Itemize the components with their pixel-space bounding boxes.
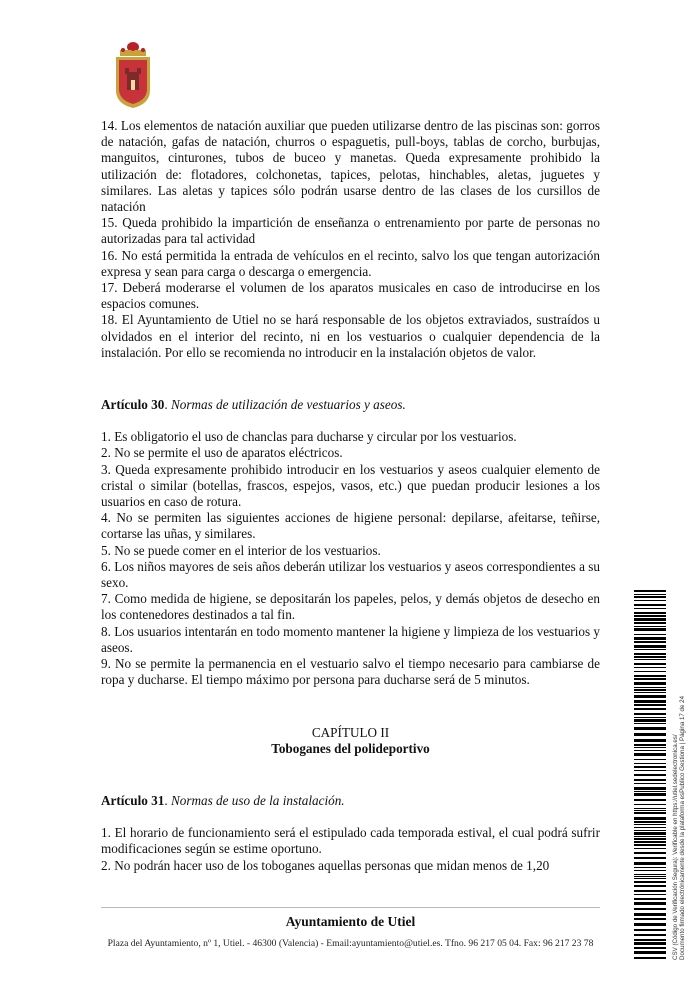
footer-divider [101, 907, 600, 908]
article-title: Normas de utilización de vestuarios y aseos. [170, 397, 406, 413]
chapter-heading [101, 725, 600, 757]
list-item: 5. No se puede comer en el interior de los vestuarios. [101, 542, 381, 558]
article-title: Normas de uso de la instalación. [170, 792, 345, 808]
list-item: 17. Deberá moderarse el volumen de los aparatos musicales en caso de introducirse en los espacios comunes. [101, 280, 600, 312]
list-item: 18. El Ayuntamiento de Utiel no se hará responsable de los objetos extraviados, sustraídos u olvidados en el interior del recinto, ni en los vestuarios o cualquier dependencia de la instalación. Por ello se recomienda no introducir en la instalación objetos de valor. [101, 312, 600, 360]
list-item: 3. Queda expresamente prohibido introducir en los vestuarios y aseos cualquier elemento de cristal o similar (botellas, frascos, espejos, vasos, etc.) que puedan producir lesiones a los usuarios en caso de rotura. [101, 461, 600, 510]
verification-line: CSV (Código de Verificación Segura): Verificable en https://utiel.sedelectronica.es/ [672, 734, 679, 960]
article-31-heading: Artículo 31. Normas de uso de la instalación. [101, 792, 345, 808]
list-item: 8. Los usuarios intentarán en todo momento mantener la higiene y limpieza de los vestuarios y aseos. [101, 623, 600, 655]
list-item: 7. Como medida de higiene, se depositarán los papeles, pelos, y demás objetos de desecho en los contenedores destinados a tal fin. [101, 591, 600, 623]
list-item: 4. No se permiten las siguientes acciones de higiene personal: depilarse, afeitarse, teñirse, cortarse las uñas, y similares. [101, 510, 600, 542]
barcode-icon [634, 590, 666, 960]
coat-of-arms-logo [112, 40, 154, 110]
list-item: 6. Los niños mayores de seis años deberán utilizar los vestuarios y aseos correspondientes a su sexo. [101, 558, 600, 591]
article-30-heading: Artículo 30. Normas de utilización de vestuarios y aseos. [101, 397, 406, 413]
list-item: 16. No está permitida la entrada de vehículos en el recinto, salvo los que tengan autorización expresa y sean para carga o descarga o emergencia. [101, 247, 600, 279]
list-item: 2. No podrán hacer uso de los toboganes aquellas personas que midan menos de 1,20 [101, 857, 550, 873]
verification-sidebar [672, 590, 687, 960]
list-item: 2. No se permite el uso de aparatos eléctricos. [101, 445, 343, 461]
article-label: Artículo 31 [101, 792, 165, 808]
verification-line: Documento firmado electrónicamente desde la plataforma esPublico Gestiona | Página 17 de 24 [679, 695, 687, 960]
list-item: 1. Es obligatorio el uso de chanclas para ducharse y circular por los vestuarios. [101, 429, 517, 445]
footer-title: Ayuntamiento de Utiel [285, 914, 416, 929]
chapter-title: CAPÍTULO II [311, 724, 390, 740]
list-item: 14. Los elementos de natación auxiliar que pueden utilizarse dentro de las piscinas son: gorros de natación, gafas de natación, churros o espaguetis, pull-boys, tablas de corcho, burbujas, manguitos, cinturones, tubos de buceo y manetas. Queda expresamente prohibido la utilización de: flotadores, colchonetas, tapices, pelotas, hinchables, aletas, juguetes y similares. Las aletas y tapices sólo podrán usarse dentro de las clases de los cursillos de natación [101, 118, 600, 215]
footer-address: Plaza del Ayuntamiento, nº 1, Utiel. - 46300 (Valencia) - Email:ayuntamiento@utiel.es. Tfno. 96 217 05 04. Fax: 96 217 23 78 [107, 938, 594, 949]
list-item: 1. El horario de funcionamiento será el estipulado cada temporada estival, el cual podrá sufrir modificaciones según se estime oportuno. [101, 825, 600, 857]
list-item: 9. No se permite la permanencia en el vestuario salvo el tiempo necesario para cambiarse de ropa y ducharse. El tiempo máximo por persona para ducharse será de 5 minutos. [101, 656, 600, 688]
article-label: Artículo 30 [101, 397, 165, 413]
chapter-subtitle: Toboganes del polideportivo [271, 740, 430, 756]
document-body [101, 118, 600, 874]
list-item: 15. Queda prohibido la impartición de enseñanza o entrenamiento por parte de personas no autorizadas para tal actividad [101, 215, 600, 247]
